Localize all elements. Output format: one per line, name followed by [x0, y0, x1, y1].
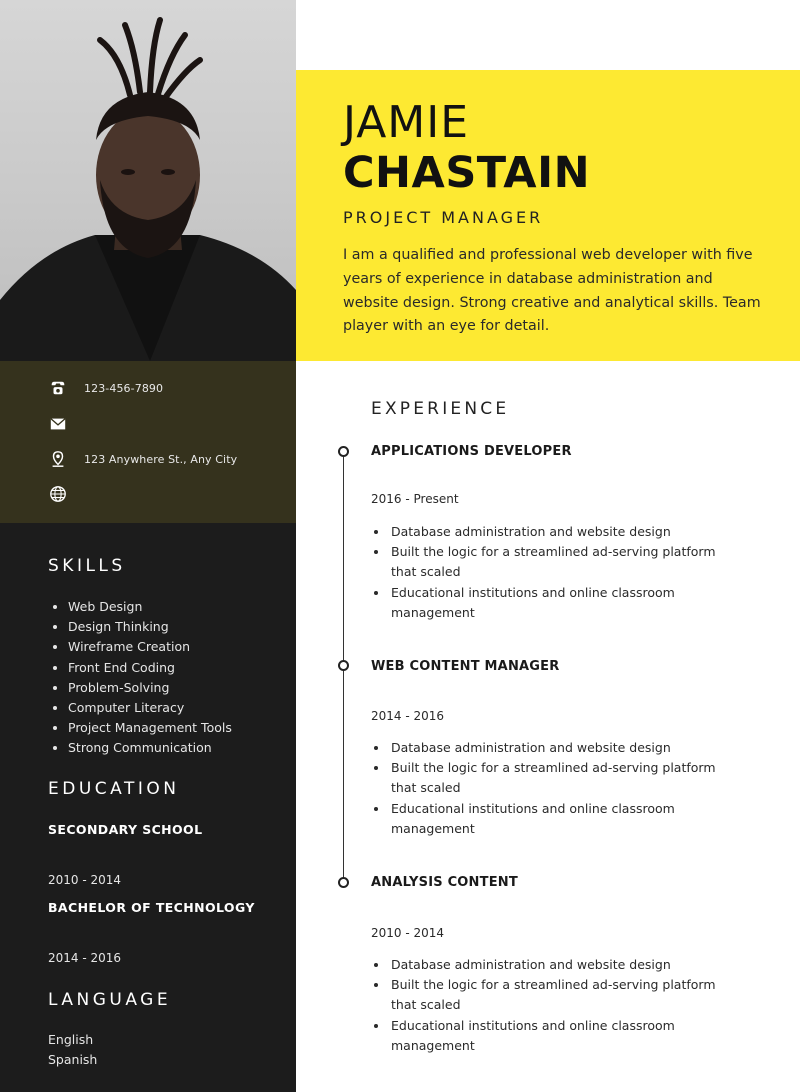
location-pin-icon: [48, 449, 68, 469]
education-name: SECONDARY SCHOOL: [48, 822, 203, 837]
contact-address-row: [48, 449, 237, 469]
skill-item: Wireframe Creation: [48, 637, 232, 657]
education-name: BACHELOR OF TECHNOLOGY: [48, 900, 255, 915]
skill-item: Design Thinking: [48, 617, 232, 637]
skill-item: Problem-Solving: [48, 678, 232, 698]
job-bullet: Educational institutions and online classroom management: [371, 1016, 731, 1056]
profile-photo: [0, 0, 296, 361]
mail-icon: [48, 414, 68, 434]
job-bullet: Built the logic for a streamlined ad-serving platform that scaled: [371, 542, 731, 582]
contact-phone-row: [48, 378, 163, 398]
job-bullets: [371, 955, 731, 1056]
job-role: PROJECT MANAGER: [343, 208, 544, 227]
timeline-dot: [338, 660, 349, 671]
skill-item: Project Management Tools: [48, 718, 232, 738]
job-bullet: Database administration and website design: [371, 955, 731, 975]
timeline-dot: [338, 446, 349, 457]
education-date: 2014 - 2016: [48, 951, 122, 965]
contact-website-row: [48, 484, 84, 504]
contact-panel: [0, 361, 296, 523]
job-bullet: Database administration and website design: [371, 738, 731, 758]
experience-heading: EXPERIENCE: [371, 399, 510, 419]
first-name: JAMIE: [343, 97, 470, 148]
job-bullet: Educational institutions and online classroom management: [371, 583, 731, 623]
globe-icon: [48, 484, 68, 504]
phone-icon: [48, 378, 68, 398]
job-bullet: Built the logic for a streamlined ad-serving platform that scaled: [371, 758, 731, 798]
education-heading: EDUCATION: [48, 779, 180, 799]
job-title: APPLICATIONS DEVELOPER: [371, 444, 572, 459]
job-date: 2014 - 2016: [371, 709, 445, 723]
job-bullet: Built the logic for a streamlined ad-serving platform that scaled: [371, 975, 731, 1015]
skills-heading: SKILLS: [48, 556, 126, 576]
skill-item: Web Design: [48, 597, 232, 617]
profile-summary: I am a qualified and professional web developer with five years of experience in database administration and website design. Strong creative and analytical skills. Team player with an eye for detail.: [343, 247, 761, 335]
job-date: 2010 - 2014: [371, 926, 445, 940]
job-bullets: [371, 738, 731, 839]
skill-item: Front End Coding: [48, 658, 232, 678]
education-date: 2010 - 2014: [48, 873, 122, 887]
language-item: Spanish: [48, 1052, 98, 1067]
skill-item: Computer Literacy: [48, 698, 232, 718]
language-item: English: [48, 1032, 94, 1047]
contact-address: 123 Anywhere St., Any City: [84, 452, 238, 466]
job-title: WEB CONTENT MANAGER: [371, 659, 560, 674]
skill-item: Strong Communication: [48, 738, 232, 758]
language-heading: LANGUAGE: [48, 990, 172, 1010]
job-bullets: [371, 522, 731, 623]
job-date: 2016 - Present: [371, 492, 459, 506]
job-bullet: Database administration and website design: [371, 522, 731, 542]
left-sidebar: [0, 0, 296, 1092]
portrait-illustration: [0, 0, 296, 361]
skills-list: [48, 597, 232, 759]
contact-email-row: [48, 414, 84, 434]
contact-phone[interactable]: 123-456-7890: [84, 381, 164, 395]
last-name: CHASTAIN: [343, 148, 591, 198]
job-title: ANALYSIS CONTENT: [371, 875, 518, 890]
job-bullet: Educational institutions and online classroom management: [371, 799, 731, 839]
timeline-dot: [338, 877, 349, 888]
